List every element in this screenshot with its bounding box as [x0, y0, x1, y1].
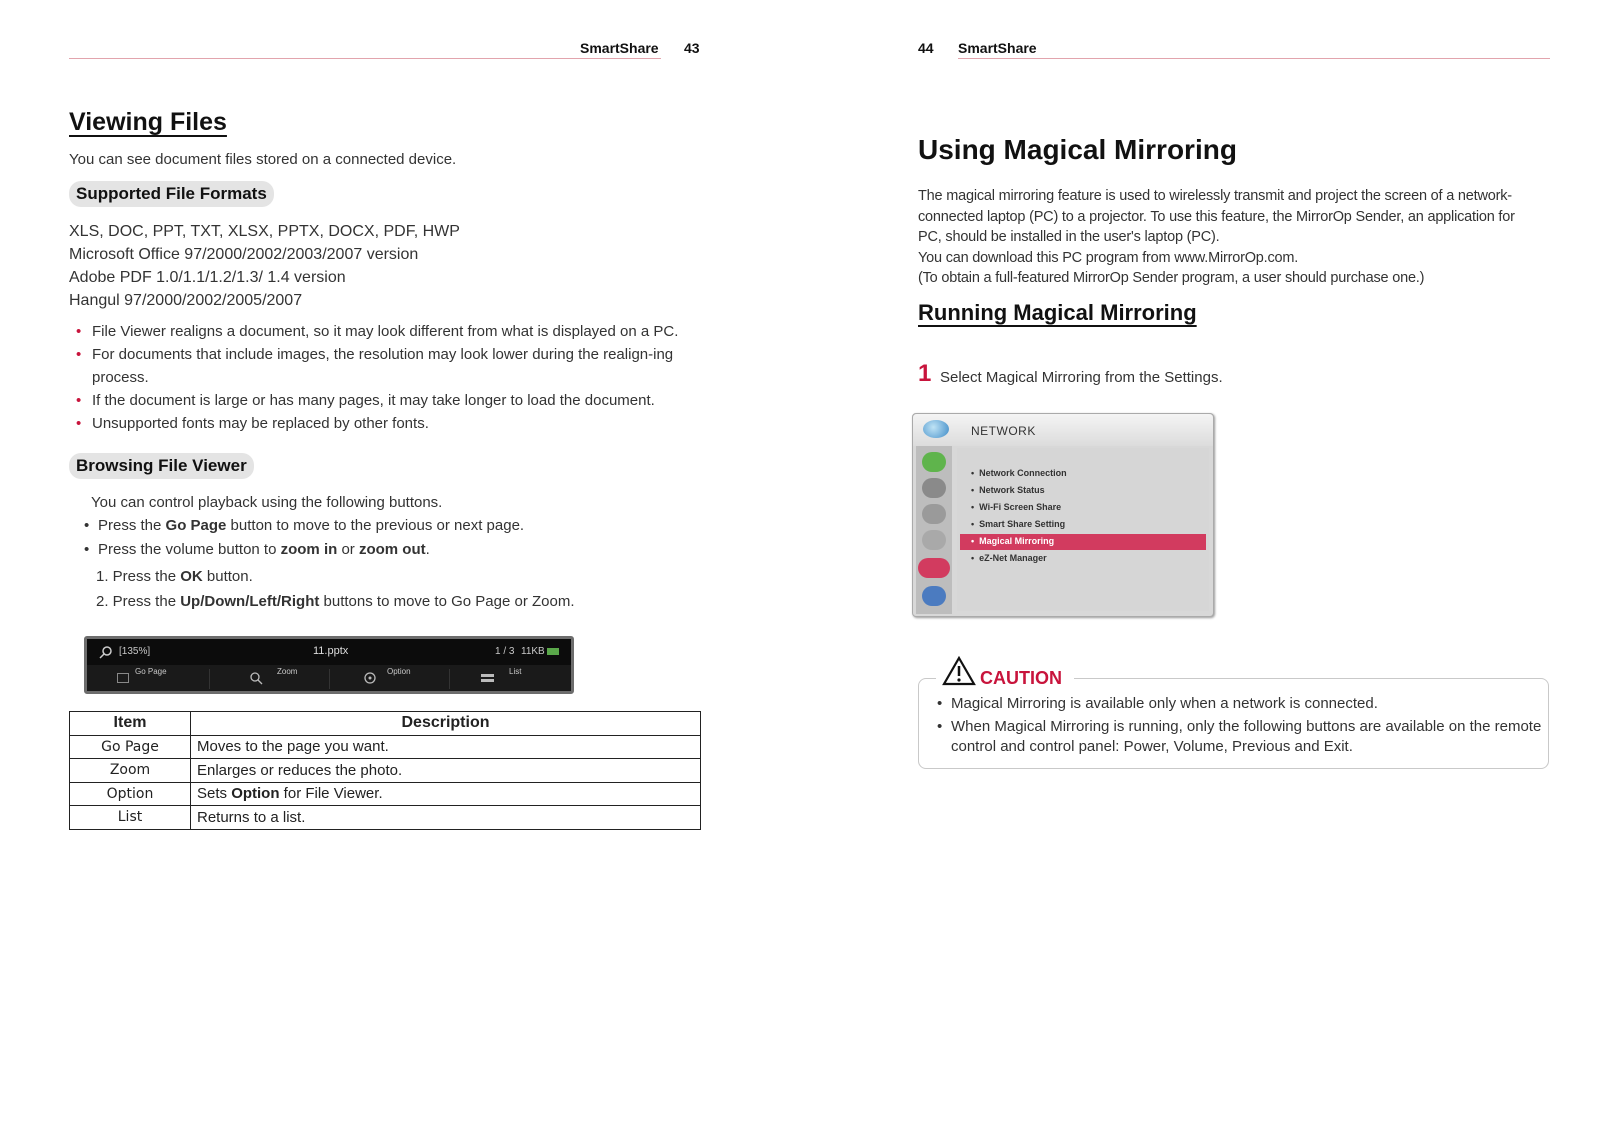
step-number: 1 [918, 360, 932, 387]
body-line: connected laptop (PC) to a projector. To use this feature, the MirrorOp Sender, an application for [918, 208, 1515, 225]
body-line: You can download this PC program from www.MirrorOp.com. [918, 249, 1299, 266]
bullet-zoom: • Press the volume button to zoom in or zoom out. [82, 538, 722, 562]
body-line: (To obtain a full-featured MirrorOp Sender program, a user should purchase one.) [918, 270, 1425, 286]
caution-box [918, 678, 1549, 769]
desc-cell: Sets Option for File Viewer. [191, 782, 701, 806]
format-line: Adobe PDF 1.0/1.1/1.2/1.3/ 1.4 version [69, 269, 346, 286]
body-line: The magical mirroring feature is used to wirelessly transmit and project the screen of a network- [918, 188, 1512, 204]
note-item: • If the document is large or has many pages, it may take longer to load the document. [70, 389, 710, 412]
format-line: Hangul 97/2000/2002/2005/2007 [69, 292, 303, 309]
item-cell: Option [70, 782, 191, 806]
menu-item-network-status[interactable]: • Network Status [971, 485, 1045, 495]
menu-item-ez-net-manager[interactable]: • eZ-Net Manager [971, 553, 1047, 563]
zoom-label: Zoom [277, 667, 298, 676]
viewer-page-info: 1 / 3 [495, 646, 515, 657]
browse-heading: Browsing File Viewer [69, 453, 254, 479]
warning-triangle-icon [942, 656, 976, 686]
audio-icon[interactable] [922, 478, 946, 498]
note-item: • For documents that include images, the resolution may look lower during the realign-ing process. [70, 343, 710, 389]
caution-list [935, 694, 1545, 757]
menu-item-wifi-screen-share[interactable]: • Wi-Fi Screen Share [971, 502, 1062, 512]
body-line: PC, should be installed in the user's laptop (PC). [918, 229, 1220, 245]
page-title: Using Magical Mirroring [918, 134, 1237, 165]
picture-icon[interactable] [922, 452, 946, 472]
header-section: SmartShare [580, 40, 659, 56]
note-item: • File Viewer realigns a document, so it may look different from what is displayed on a PC. [70, 320, 710, 343]
network-menu-title: NETWORK [971, 424, 1036, 438]
note-item: • Unsupported fonts may be replaced by other fonts. [70, 412, 710, 435]
formats-heading: Supported File Formats [69, 181, 274, 207]
setup-icon[interactable] [922, 530, 946, 550]
viewer-filename: 11.pptx [313, 645, 349, 657]
step-direction: 2. Press the Up/Down/Left/Right buttons to move to Go Page or Zoom. [96, 593, 575, 610]
list-label: List [509, 667, 522, 676]
desc-cell: Enlarges or reduces the photo. [191, 759, 701, 783]
page-number: 43 [684, 40, 700, 56]
item-cell: Zoom [70, 759, 191, 783]
network-menu-header [913, 414, 1213, 446]
header-rule [958, 58, 1550, 59]
menu-item-smart-share-setting[interactable]: • Smart Share Setting [971, 519, 1066, 529]
page-title: Viewing Files [69, 108, 227, 136]
browse-intro: You can control playback using the following buttons. [91, 494, 443, 511]
caution-header [936, 656, 1074, 690]
zoom-level: [135%] [119, 646, 151, 657]
section-heading: Running Magical Mirroring [918, 300, 1197, 325]
format-line: XLS, DOC, PPT, TXT, XLSX, PPTX, DOCX, PDF, HWP [69, 223, 460, 240]
menu-item-magical-mirroring[interactable]: • Magical Mirroring [971, 536, 1055, 546]
support-icon[interactable] [922, 586, 946, 606]
caution-item: • Magical Mirroring is available only when a network is connected. [935, 694, 1545, 714]
network-menu [912, 413, 1214, 617]
desc-cell: Moves to the page you want. [191, 735, 701, 759]
step-ok: 1. Press the OK button. [96, 568, 253, 585]
network-icon[interactable] [918, 558, 950, 578]
body-text [918, 186, 1558, 289]
bullet-go-page: • Press the Go Page button to move to the previous or next page. [82, 514, 722, 538]
caution-label: CAUTION [980, 668, 1062, 688]
network-globe-icon [923, 420, 949, 438]
go-page-label: Go Page [135, 667, 167, 676]
format-line: Microsoft Office 97/2000/2002/2003/2007 version [69, 246, 419, 263]
header-section: SmartShare [958, 40, 1037, 56]
intro-text: You can see document files stored on a connected device. [69, 151, 457, 168]
desc-cell: Returns to a list. [191, 806, 701, 830]
menu-item-network-connection[interactable]: • Network Connection [971, 468, 1067, 478]
header-description: Description [191, 712, 701, 736]
settings-sidebar [916, 446, 952, 614]
item-cell: List [70, 806, 191, 830]
header-item: Item [70, 712, 191, 736]
page-number: 44 [918, 40, 934, 56]
time-icon[interactable] [922, 504, 946, 524]
option-label: Option [387, 667, 411, 676]
step-text: Select Magical Mirroring from the Settings. [940, 369, 1223, 386]
caution-item: • When Magical Mirroring is running, only the following buttons are available on the remote control and control panel: Power, Volume, Previous and Exit. [935, 717, 1545, 757]
viewer-size: 11KB [521, 646, 545, 657]
item-cell: Go Page [70, 735, 191, 759]
